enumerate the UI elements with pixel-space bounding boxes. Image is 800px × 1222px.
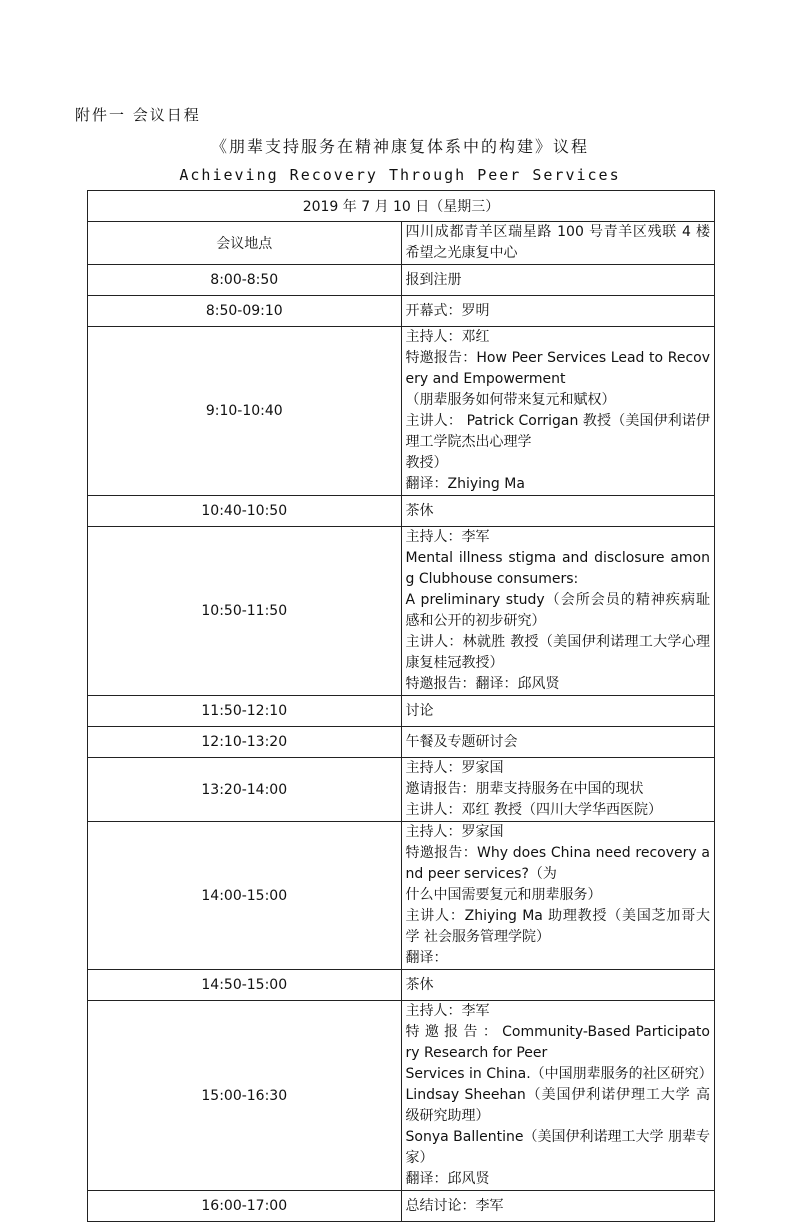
session-detail-line: 什么中国需要复元和朋辈服务）	[405, 887, 602, 903]
session-detail-line: 主持人：李军	[405, 1003, 490, 1019]
agenda-row	[88, 265, 715, 296]
session-detail-line: 主讲人：邓红 教授（四川大学华西医院）	[405, 802, 662, 818]
agenda-title-chinese: 《朋辈支持服务在精神康复体系中的构建》议程	[210, 137, 589, 156]
session-time: 8:00-8:50	[88, 265, 402, 296]
session-details	[401, 727, 715, 758]
session-details	[401, 296, 715, 327]
session-time: 9:10-10:40	[88, 327, 402, 496]
session-details	[401, 527, 715, 696]
session-time: 14:50-15:00	[88, 970, 402, 1001]
session-detail-line: 报到注册	[405, 271, 462, 288]
session-time: 15:00-16:30	[88, 1001, 402, 1191]
session-time: 14:00-15:00	[88, 822, 402, 970]
session-detail-line: 翻译：Zhiying Ma	[405, 476, 525, 492]
session-detail-line: 开幕式：罗明	[405, 302, 490, 319]
session-detail-line: 主讲人：Zhiying Ma 助理教授（美国芝加哥大学 社会服务管理学院）	[405, 908, 710, 945]
agenda-row	[88, 758, 715, 822]
agenda-row	[88, 527, 715, 696]
agenda-row	[88, 696, 715, 727]
session-detail-line: 邀请报告：朋辈支持服务在中国的现状	[405, 781, 644, 797]
venue-row	[88, 222, 715, 265]
agenda-row	[88, 496, 715, 527]
session-detail-line: 主讲人：林就胜 教授（美国伊利诺理工大学心理康复桂冠教授）	[405, 634, 710, 671]
session-detail-line: （朋辈服务如何带来复元和赋权）	[405, 392, 616, 408]
session-details	[401, 1001, 715, 1191]
session-details	[401, 970, 715, 1001]
session-detail-line: 特邀报告：How Peer Services Lead to Recovery and Empowerment	[405, 350, 710, 387]
agenda-row	[88, 327, 715, 496]
session-detail-line: 翻译：	[405, 950, 448, 966]
session-detail-line: Services in China.（中国朋辈服务的社区研究）	[405, 1066, 713, 1082]
session-detail-line: 讨论	[405, 702, 434, 719]
session-detail-line: 特邀报告：Why does China need recovery and peer services?（为	[405, 845, 710, 882]
session-detail-line: 主持人：邓红	[405, 329, 490, 345]
venue-label: 会议地点	[88, 222, 402, 265]
agenda-row	[88, 727, 715, 758]
session-detail-line: 主持人：李军	[405, 529, 490, 545]
session-details	[401, 496, 715, 527]
session-time: 8:50-09:10	[88, 296, 402, 327]
date-header: 2019 年 7 月 10 日（星期三）	[88, 191, 715, 222]
session-detail-line: 主持人：罗家国	[405, 824, 504, 840]
agenda-row	[88, 296, 715, 327]
session-detail-line: 茶休	[405, 976, 434, 993]
session-detail-line: Lindsay Sheehan（美国伊利诺伊理工大学 高级研究助理）	[405, 1087, 710, 1124]
session-time: 11:50-12:10	[88, 696, 402, 727]
session-details	[401, 696, 715, 727]
session-time: 13:20-14:00	[88, 758, 402, 822]
session-detail-line: 特邀报告：翻译：邱风贤	[405, 676, 560, 692]
agenda-row	[88, 1001, 715, 1191]
session-detail-line: 主持人：罗家国	[405, 760, 504, 776]
session-detail-line: 特 邀 报 告 ： Community-Based Participatory Research for Peer	[405, 1024, 710, 1061]
agenda-title-english: Achieving Recovery Through Peer Services	[179, 166, 621, 184]
session-details	[401, 1191, 715, 1222]
session-time: 10:40-10:50	[88, 496, 402, 527]
session-detail-line: Sonya Ballentine（美国伊利诺理工大学 朋辈专家）	[405, 1129, 710, 1166]
session-detail-line: 茶休	[405, 502, 434, 519]
session-detail-line: 主讲人： Patrick Corrigan 教授（美国伊利诺伊理工学院杰出心理学	[405, 413, 710, 450]
session-detail-line: Mental illness stigma and disclosure among Clubhouse consumers:	[405, 550, 710, 587]
agenda-row	[88, 1191, 715, 1222]
session-details	[401, 822, 715, 970]
session-detail-line: 翻译：邱风贤	[405, 1171, 490, 1187]
date-header-row	[88, 191, 715, 222]
attachment-label: 附件一 会议日程	[75, 106, 201, 124]
session-time: 10:50-11:50	[88, 527, 402, 696]
session-time: 16:00-17:00	[88, 1191, 402, 1222]
venue-value: 四川成都青羊区瑞星路 100 号青羊区残联 4 楼希望之光康复中心	[401, 222, 715, 265]
session-time: 12:10-13:20	[88, 727, 402, 758]
session-details	[401, 758, 715, 822]
session-details	[401, 327, 715, 496]
session-detail-line: A preliminary study（会所会员的精神疾病耻感和公开的初步研究）	[405, 592, 710, 629]
session-detail-line: 教授）	[405, 455, 448, 471]
agenda-row	[88, 970, 715, 1001]
session-detail-line: 总结讨论：李军	[405, 1197, 504, 1214]
session-detail-line: 午餐及专题研讨会	[405, 733, 518, 750]
agenda-rows	[88, 265, 715, 1222]
session-details	[401, 265, 715, 296]
agenda-table	[87, 190, 715, 1222]
agenda-row	[88, 822, 715, 970]
